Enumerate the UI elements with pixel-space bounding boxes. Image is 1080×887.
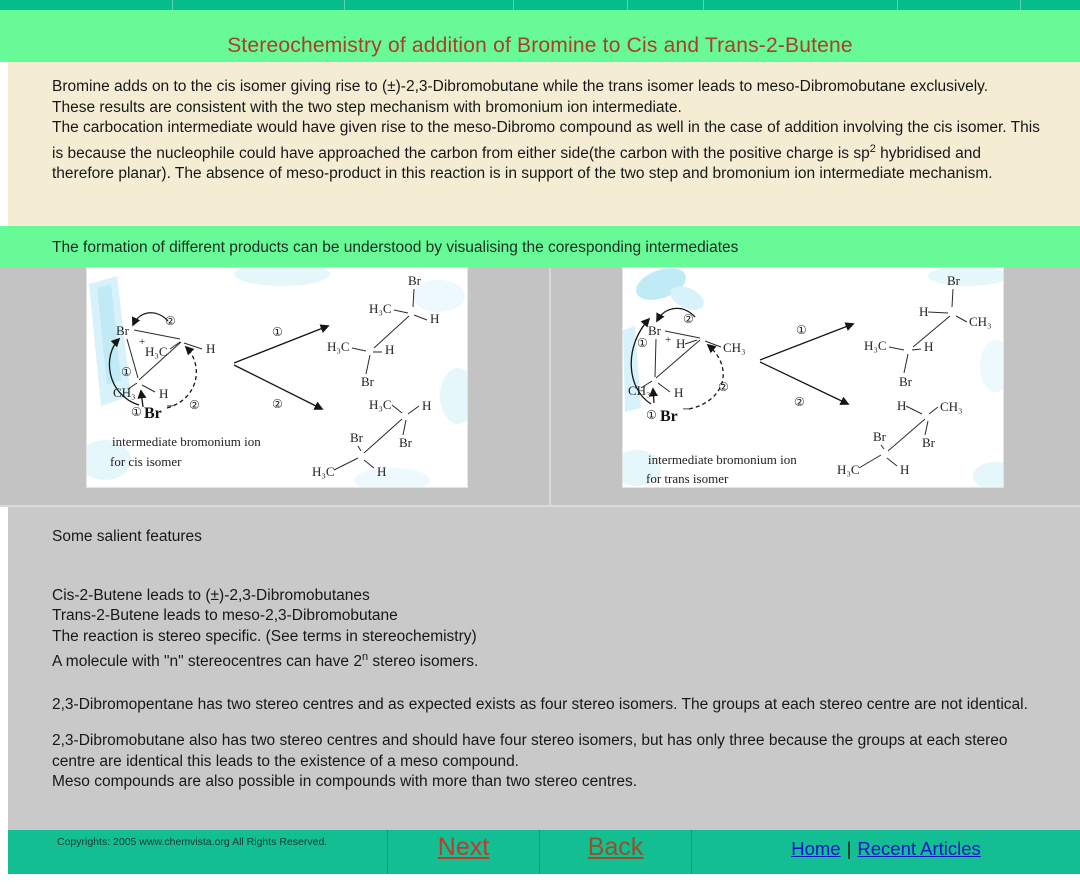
path2-label: ② <box>272 397 283 411</box>
feature-item-4-text: A molecule with "n" stereocentres can have 2 <box>52 653 362 671</box>
p2-h-lower: H <box>377 464 387 479</box>
c2-h-label: H <box>676 336 686 351</box>
circled-1-left: ① <box>121 365 132 379</box>
cell-divider <box>549 268 551 505</box>
p2-h3c-upper: H₃C <box>369 397 392 412</box>
p1-h-upper: H <box>430 311 440 326</box>
back-cell <box>540 830 692 874</box>
p2-br-right: Br <box>922 435 935 450</box>
intro-paragraph-3-text: The carbocation intermediate would have given rise to the meso-Dibromo compound as well in the case of addition involving the cis isomer. This is because the nucleophile could have approached the carbon from either side(the carbon with the positive charge is sp <box>52 119 1040 162</box>
p1-h3c-upper: H₃C <box>369 301 392 316</box>
recent-articles-link[interactable]: Recent Articles <box>857 838 981 859</box>
trans-diagram-panel <box>623 268 1003 487</box>
cis-diagram <box>87 268 467 487</box>
p1-h3c-lower: H₃C <box>864 338 887 353</box>
p1-h-upper: H <box>919 304 929 319</box>
cis-caption <box>110 434 261 469</box>
trans-product-2 <box>837 398 963 477</box>
home-link[interactable]: Home <box>791 838 841 859</box>
p2-h-upper: H <box>422 398 432 413</box>
curved-arrow-top <box>133 313 168 325</box>
p1-br-bottom: Br <box>899 374 912 389</box>
plus-charge: + <box>139 336 146 348</box>
circled-2-top: ② <box>165 314 176 328</box>
caption-line-2: for trans isomer <box>646 471 729 486</box>
c1-h-label: H <box>674 385 684 400</box>
cis-product-2 <box>312 397 431 479</box>
dibromopentane-paragraph: 2,3-Dibromopentane has two stereo centres and as expected exists as four stereo isomers. The groups at each stereo centre are not identical. <box>52 695 1028 713</box>
trans-product-1 <box>864 273 992 389</box>
link-separator: | <box>846 838 852 859</box>
trans-diagram <box>623 268 1003 487</box>
feature-item-4 <box>52 647 1044 673</box>
plus-charge: + <box>665 334 672 346</box>
copyright-cell <box>8 830 388 874</box>
br-cation-label: Br <box>648 323 661 338</box>
sp2-superscript: 2 <box>869 142 876 155</box>
caption-line-2: for cis isomer <box>110 454 182 469</box>
p2-h-lower: H <box>900 462 910 477</box>
circled-1-left: ① <box>637 336 648 350</box>
circled-2-top: ② <box>683 312 694 326</box>
circled-2-right: ② <box>189 398 200 412</box>
circled-1-anion: ① <box>646 408 657 422</box>
path1-label: ① <box>796 323 807 337</box>
page-title: Stereochemistry of addition of Bromine to Cis and Trans-2-Butene <box>227 34 853 57</box>
minus-charge: − <box>682 404 691 415</box>
next-link[interactable]: Next <box>437 833 490 861</box>
p2-h-upper: H <box>897 398 907 413</box>
trans-caption <box>646 452 797 486</box>
br-anion-label: Br <box>144 405 162 422</box>
feature-item-2: Trans-2-Butene leads to meso-2,3-Dibromobutane <box>52 607 398 624</box>
p1-br-top: Br <box>408 273 421 288</box>
site-links-cell <box>692 830 1080 874</box>
feature-item-4-text-after: stereo isomers. <box>368 653 479 671</box>
cis-diagram-panel <box>87 268 467 487</box>
caption-line-1: intermediate bromonium ion <box>112 434 261 449</box>
diagrams-row <box>0 268 1080 505</box>
meso-paragraph: Meso compounds are also possible in compounds with more than two stereo centres. <box>52 773 637 791</box>
dibromobutane-paragraph: 2,3-Dibromobutane also has two stereo centres and should have four stereo isomers, but has only three because the groups at each stereo centre are identical this leads to the existence of a meso compound. <box>52 732 1008 770</box>
c2-methyl-label: H₃C <box>145 344 168 359</box>
p2-br-left: Br <box>350 430 363 445</box>
caption-line-1: intermediate bromonium ion <box>648 452 797 467</box>
path2-label: ② <box>794 395 805 409</box>
p1-h-lower: H <box>924 339 934 354</box>
intro-paragraph-3-text-after: hybridised and therefore planar). The absence of meso-product in this reaction is in support of the two step and bromonium ion intermediate mechanism. <box>52 144 993 183</box>
c1-methyl-label: CH₃ <box>113 385 136 400</box>
cis-bromonium-intermediate <box>109 313 215 422</box>
formation-text: The formation of different products can be understood by visualising the coresponding intermediates <box>52 239 739 256</box>
p1-ch3-upper: CH₃ <box>969 314 992 329</box>
c2-methyl-label: CH₃ <box>723 340 746 355</box>
n-superscript: n <box>361 651 369 663</box>
intro-paragraph-3 <box>52 118 1044 185</box>
feature-item-3: The reaction is stereo specific. (See terms in stereochemistry) <box>52 627 477 645</box>
trans-reaction-arrows <box>760 323 853 409</box>
p2-h3c-lower: H₃C <box>837 462 860 477</box>
minus-charge: − <box>166 401 175 412</box>
circled-1-anion: ① <box>131 405 142 419</box>
c2-h-label: H <box>206 341 216 356</box>
title-band <box>0 10 1080 62</box>
intro-paragraph-1: Bromine adds on to the cis isomer giving rise to (±)-2,3-Dibromobutane while the trans isomer leads to meso-Dibromobutane exclusively. <box>52 78 989 95</box>
features-section <box>8 507 1080 830</box>
p2-ch3-upper: CH₃ <box>940 399 963 414</box>
features-list <box>52 586 1044 673</box>
trans-bromonium-intermediate <box>628 308 746 425</box>
features-heading: Some salient features <box>52 528 202 545</box>
p2-br-left: Br <box>873 429 886 444</box>
next-cell <box>388 830 540 874</box>
c1-methyl-label: CH₃ <box>628 383 651 398</box>
top-bar <box>0 0 1080 10</box>
p1-h3c-lower: H₃C <box>327 339 350 354</box>
curved-arrow-path2-right <box>689 345 723 409</box>
intro-section <box>8 62 1080 226</box>
p2-h3c-lower: H₃C <box>312 464 335 479</box>
cis-reaction-arrows <box>234 325 328 411</box>
intro-paragraph-2: These results are consistent with the two step mechanism with bromonium ion intermediate. <box>52 98 682 116</box>
anion-attack-arrow <box>653 389 654 403</box>
circled-2-right: ② <box>718 380 729 394</box>
formation-band <box>0 226 1080 268</box>
p2-br-right: Br <box>399 435 412 450</box>
feature-item-1: Cis-2-Butene leads to (±)-2,3-Dibromobutanes <box>52 586 370 604</box>
footer-bar <box>8 830 1080 874</box>
p1-h-lower: H <box>385 342 395 357</box>
p1-br-top: Br <box>947 273 960 288</box>
br-cation-label: Br <box>116 323 129 338</box>
copyright-text: Copyrights: 2005 www.chemvista.org All Rights Reserved. <box>57 836 328 848</box>
c1-h-label: H <box>159 386 169 401</box>
p1-br-bottom: Br <box>361 374 374 389</box>
br-anion-label: Br <box>660 408 678 425</box>
back-link[interactable]: Back <box>587 833 644 861</box>
path1-label: ① <box>272 325 283 339</box>
